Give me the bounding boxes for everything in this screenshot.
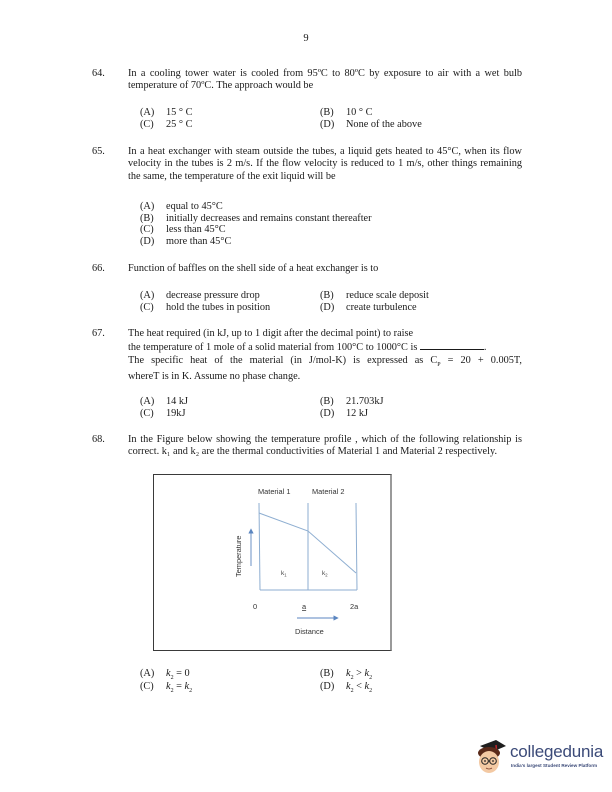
option-letter: (C) [140, 119, 154, 130]
collegedunia-logo[interactable] [474, 738, 609, 778]
stem-line-1: The heat required (in kJ, up to 1 digit after the decimal point) to raise [128, 328, 414, 339]
material-2-label: Material 2 [312, 487, 345, 496]
option-letter: (B) [320, 107, 334, 118]
answer-blank[interactable] [420, 340, 484, 350]
k-symbol: k [166, 681, 171, 692]
material-1-label: Material 1 [258, 487, 291, 496]
question-stem: In a heat exchanger with steam outside the tubes, a liquid gets heated to 45°C, when its flow velocity in the tubes is 2 m/s. If the flow velocity is reduced to 1 m/s, other things remaining the same, the temperature of the exit liquid will be [128, 146, 522, 182]
option-a[interactable] [140, 201, 223, 213]
option-letter: (A) [140, 396, 155, 407]
option-c[interactable] [140, 681, 192, 698]
option-letter: (B) [320, 396, 334, 407]
tick-a: a [302, 602, 307, 611]
option-c[interactable] [140, 119, 192, 131]
option-d[interactable] [320, 119, 422, 131]
cp-subscript: P [437, 361, 441, 368]
option-text: 12 kJ [346, 408, 369, 419]
tick-2a: 2a [350, 602, 359, 611]
k-symbol: k [184, 681, 190, 692]
logo-tagline: India's largest Student Review Platform [511, 763, 598, 768]
option-text: decrease pressure drop [166, 290, 260, 301]
option-text: reduce scale deposit [346, 290, 429, 301]
k-symbol: k [364, 681, 370, 692]
option-d[interactable] [320, 408, 368, 420]
question-65 [92, 146, 522, 183]
stem-line-3-text: The specific heat of the material (in J/mol-K) is expressed as C [128, 354, 438, 366]
option-letter: (A) [140, 107, 155, 118]
question-number: 65. [92, 146, 105, 157]
option-text: 19kJ [166, 408, 186, 419]
tick-0: 0 [253, 602, 258, 611]
question-stem: In the Figure below showing the temperature profile , which of the following relationship is correct. k₁ and k₂ are the thermal conductivities of Material 1 and Material 2 respectively. [128, 434, 522, 458]
k-subscript: 2 [170, 688, 174, 695]
question-68 [92, 434, 522, 459]
option-letter: (B) [320, 290, 334, 301]
k-subscript: 2 [350, 675, 354, 682]
option-d[interactable] [320, 681, 372, 698]
figure-canvas [154, 475, 393, 652]
option-letter: (B) [320, 668, 334, 679]
option-c[interactable] [140, 408, 185, 420]
boundary-line-2a [356, 503, 357, 590]
question-64 [92, 68, 522, 93]
option-c[interactable] [140, 302, 270, 314]
logo-wordmark: collegedunia [510, 742, 604, 761]
option-text: 25 ° C [166, 119, 193, 130]
option-text: more than 45°C [166, 235, 232, 247]
k-symbol: k [346, 668, 351, 679]
question-number: 66. [92, 263, 105, 274]
option-letter: (C) [140, 681, 154, 692]
k1-label: $k_1$ [281, 570, 287, 578]
question-stem: In a cooling tower water is cooled from 95ºC to 80ºC by exposure to air with a wet bulb temperature of 70ºC. The approach would be [128, 68, 522, 92]
option-text: 21.703kJ [346, 396, 384, 407]
option-b[interactable] [320, 396, 383, 408]
x-axis-label: Distance [295, 627, 324, 636]
option-text: hold the tubes in position [166, 302, 271, 313]
option-text: equal to 45°C [166, 201, 223, 212]
option-letter: (B) [140, 212, 154, 224]
option-b[interactable] [320, 290, 429, 302]
page-number: 9 [303, 33, 309, 44]
question-number: 67. [92, 328, 105, 339]
relation: = [173, 681, 185, 692]
option-b[interactable] [320, 107, 372, 119]
option-letter: (D) [320, 302, 335, 313]
k-subscript: 2 [350, 688, 354, 695]
k-symbol: k [364, 668, 370, 679]
mascot-icon [474, 738, 510, 778]
question-stem [128, 328, 522, 384]
option-text: create turbulence [346, 302, 417, 313]
stem-line-4: whereT is in K. Assume no phase change. [128, 371, 301, 383]
relation: < [353, 681, 365, 692]
stem-line-3 [128, 355, 522, 371]
option-letter: (C) [140, 408, 154, 419]
option-text: 15 ° C [166, 107, 193, 118]
option-text: None of the above [346, 119, 422, 130]
question-66 [92, 263, 522, 275]
option-a[interactable] [140, 107, 192, 119]
stem-line-2-text: the temperature of 1 mole of a solid material from 100°C to 1000°C is [128, 342, 418, 354]
option-a[interactable] [140, 396, 188, 408]
option-text: 14 kJ [166, 396, 189, 407]
option-c[interactable] [140, 224, 226, 236]
option-letter: (D) [320, 408, 335, 419]
option-text: 10 ° C [346, 107, 373, 118]
question-number: 68. [92, 434, 105, 445]
option-letter: (A) [140, 668, 155, 679]
option-b[interactable] [140, 213, 372, 225]
k-symbol: k [166, 668, 171, 679]
option-d[interactable] [140, 236, 231, 248]
relation: = 0 [173, 668, 190, 679]
question-stem: Function of baffles on the shell side of a heat exchanger is to [128, 263, 379, 274]
k-subscript: 2 [369, 675, 373, 682]
option-letter: (D) [320, 119, 335, 130]
option-letter: (A) [140, 201, 155, 212]
temperature-profile-figure [153, 474, 392, 651]
option-letter: (C) [140, 302, 154, 313]
option-text: less than 45°C [166, 224, 226, 235]
option-text: initially decreases and remains constant thereafter [166, 212, 372, 224]
stem-line-3-formula: = 20 + 0.005T, [440, 354, 522, 366]
k-subscript: 2 [170, 675, 174, 682]
y-axis-label: Temperature [234, 535, 243, 577]
option-letter: (A) [140, 290, 155, 301]
option-letter: (C) [140, 224, 154, 235]
k2-label: $k_2$ [322, 570, 328, 578]
option-letter: (D) [320, 681, 335, 692]
k-symbol: k [346, 681, 351, 692]
k-subscript: 2 [369, 688, 373, 695]
option-letter: (D) [140, 235, 155, 247]
relation: > [353, 668, 365, 679]
option-a[interactable] [140, 290, 260, 302]
k-subscript: 2 [189, 688, 193, 695]
stem-line-2: the temperature of 1 mole of a solid material from 100°C to 1000°C is . [128, 342, 487, 354]
boundary-line-0 [259, 503, 260, 590]
question-number: 64. [92, 68, 105, 79]
question-67 [92, 328, 522, 384]
option-d[interactable] [320, 302, 417, 314]
